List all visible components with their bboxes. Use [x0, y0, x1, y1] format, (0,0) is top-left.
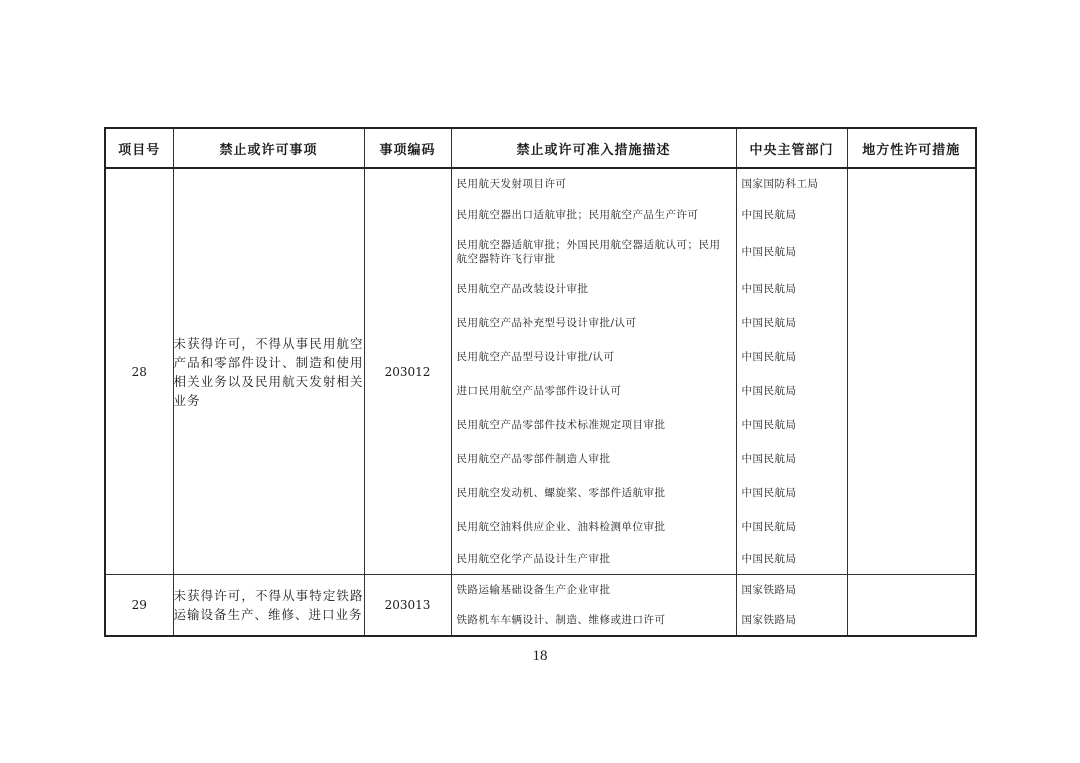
- local-measure: [847, 575, 976, 637]
- measure-item: 民用航空产品零部件制造人审批: [456, 453, 611, 465]
- department-item: 中国民航局: [741, 351, 797, 363]
- header-matter: 禁止或许可事项: [173, 128, 364, 168]
- item-number: 28: [105, 168, 173, 575]
- measure-item: 民用航空产品零部件技术标准规定项目审批: [456, 419, 666, 431]
- matter-description: 未获得许可，不得从事民用航空产品和零部件设计、制造和使用相关业务以及民用航天发射相关业务: [173, 168, 364, 575]
- measure-item: 民用航空产品改装设计审批: [456, 283, 589, 295]
- measure-item: 民用航空发动机、螺旋桨、零部件适航审批: [456, 487, 666, 499]
- measures-list: [451, 575, 736, 637]
- measure-item: 铁路机车车辆设计、制造、维修或进口许可: [456, 614, 666, 626]
- header-item-no: 项目号: [105, 128, 173, 168]
- measure-item: 民用航空油料供应企业、油料检测单位审批: [456, 521, 666, 533]
- measure-item: 进口民用航空产品零部件设计认可: [456, 385, 622, 397]
- department-item: 国家国防科工局: [741, 177, 819, 190]
- department-item: 国家铁路局: [741, 584, 797, 596]
- header-code: 事项编码: [364, 128, 451, 168]
- department-item: 中国民航局: [741, 283, 797, 295]
- department-item: 中国民航局: [741, 246, 797, 258]
- measure-item: 民用航空器适航审批；外国民用航空器适航认可；民用航空器特许飞行审批: [456, 239, 721, 265]
- local-measure: [847, 168, 976, 575]
- header-measures: 禁止或许可准入措施描述: [451, 128, 736, 168]
- department-list: [736, 168, 847, 575]
- measures-list: [451, 168, 736, 575]
- department-item: 中国民航局: [741, 385, 797, 397]
- measure-item: 民用航天发射项目许可: [456, 177, 567, 190]
- matter-description: 未获得许可，不得从事特定铁路运输设备生产、维修、进口业务: [173, 575, 364, 637]
- department-item: 中国民航局: [741, 553, 797, 565]
- table-row: [105, 575, 976, 637]
- page-number: 18: [532, 648, 548, 664]
- header-local: 地方性许可措施: [847, 128, 976, 168]
- permit-table: [104, 127, 977, 637]
- department-item: 国家铁路局: [741, 614, 797, 626]
- measure-item: 铁路运输基础设备生产企业审批: [456, 584, 611, 596]
- measure-item: 民用航空产品型号设计审批/认可: [456, 351, 615, 363]
- measure-item: 民用航空化学产品设计生产审批: [456, 553, 611, 565]
- table-header-row: [105, 128, 976, 168]
- item-code: 203012: [364, 168, 451, 575]
- department-item: 中国民航局: [741, 209, 797, 221]
- department-list: [736, 575, 847, 637]
- department-item: 中国民航局: [741, 419, 797, 431]
- header-department: 中央主管部门: [736, 128, 847, 168]
- item-number: 29: [105, 575, 173, 637]
- department-item: 中国民航局: [741, 487, 797, 499]
- item-code: 203013: [364, 575, 451, 637]
- measure-item: 民用航空产品补充型号设计审批/认可: [456, 317, 637, 329]
- table-row: [105, 168, 976, 575]
- department-item: 中国民航局: [741, 317, 797, 329]
- department-item: 中国民航局: [741, 453, 797, 465]
- department-item: 中国民航局: [741, 521, 797, 533]
- measure-item: 民用航空器出口适航审批；民用航空产品生产许可: [456, 209, 699, 221]
